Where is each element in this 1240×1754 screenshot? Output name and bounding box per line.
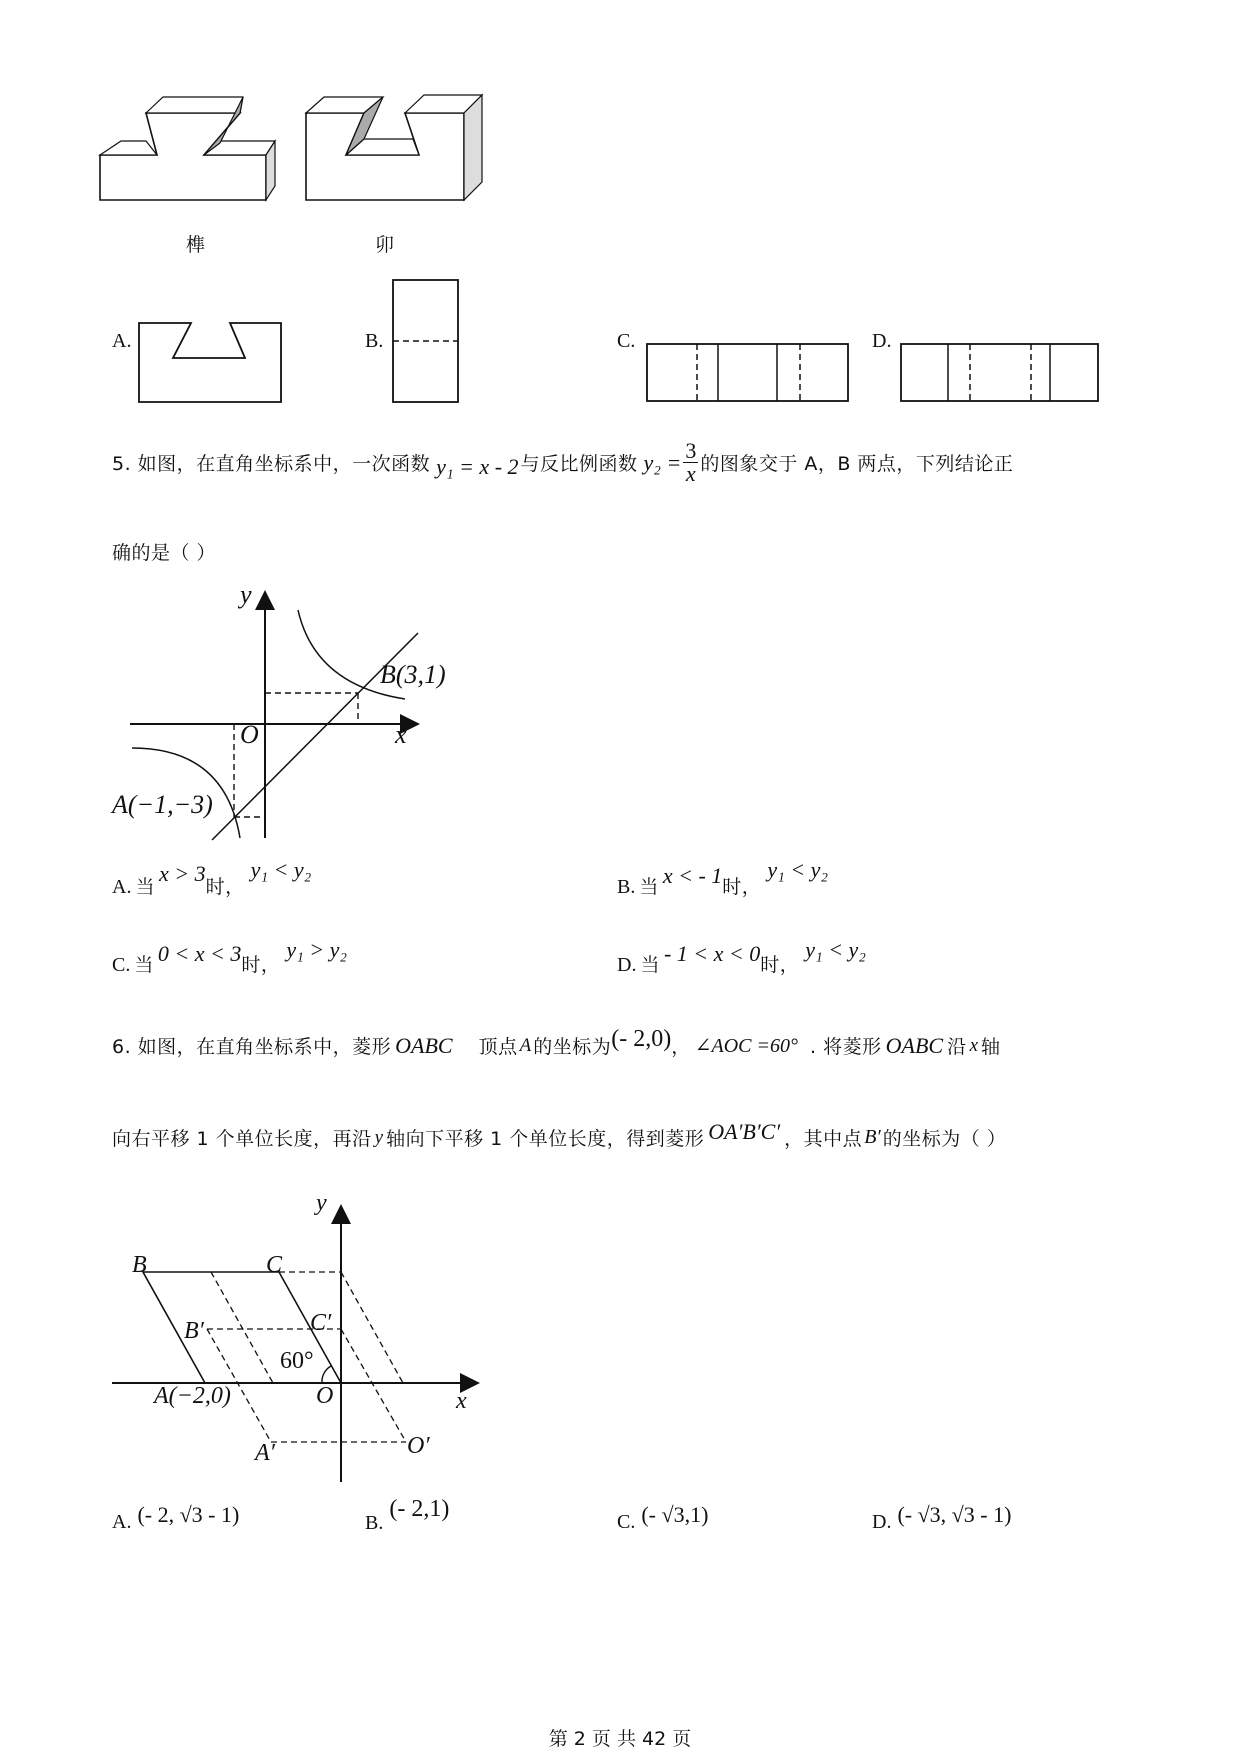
q6-option-c-value: (- √3,1) [641,1502,709,1527]
q5-graph-x-label: x [395,720,407,749]
q4-option-d-figure [900,343,1100,403]
q6-graph-a-prime-label: A′ [255,1440,275,1466]
q6-text-6: 轴 [981,1036,1001,1058]
q6-a-coord: (- 2,0) [611,1026,672,1052]
q6-option-d-label: D. [872,1511,892,1533]
q6-rhombus-name: OABC [395,1032,453,1058]
q5-stem-line2: 确的是（ ） [112,542,217,564]
q6-graph-b-prime-label: B′ [184,1318,204,1344]
page-footer: 第 2 页 共 42 页 [548,1728,692,1750]
q6-text-2: 顶点 [478,1036,518,1058]
q5-option-a-condition: x > 3 [158,861,206,886]
q6-stem-line1 [112,1026,1001,1059]
q6-b-prime: B′ [864,1126,881,1148]
q6-stem-line2 [112,1118,1007,1151]
q5-option-c-shi: 时， [241,954,281,976]
q5-option-b-label: B. [617,876,636,898]
q6-text-4: . 将菱形 [810,1036,882,1058]
q6-option-a-value: (- 2, √3 - 1) [137,1502,240,1527]
q5-option-b-shi: 时， [722,876,762,898]
q5-stem-line1 [112,440,1013,485]
q6-graph-o-label: O [316,1383,334,1409]
q6-text-8: 轴向下平移 1 个单位长度，得到菱形 [386,1128,705,1150]
q6-graph-b-label: B [132,1252,147,1278]
q4-option-c-figure [646,343,850,403]
q5-option-c-label: C. [112,954,131,976]
q6-option-b-value: (- 2,1) [389,1496,450,1522]
q6-option-b-label: B. [365,1512,384,1534]
q4-option-c-label[interactable]: C. [617,330,636,352]
q6-option-d[interactable] [872,1502,1012,1534]
q5-option-c-when: 当 [134,954,154,976]
q5-option-d-condition: - 1 < x < 0 [663,941,761,966]
q6-angle: ∠AOC =60° [694,1035,799,1057]
q5-fraction-numerator: 3 [685,438,697,463]
q5-suffix: 的图象交于 A，B 两点，下列结论正 [700,453,1014,475]
q6-graph-a-label: A(−2,0) [154,1383,231,1409]
q4-option-a-figure [138,322,283,404]
mortise-figure [306,100,486,205]
q5-option-a-result: y₁ < y₂ [250,857,312,882]
mortise-label: 卯 [375,234,395,256]
q6-option-c-label: C. [617,1511,636,1533]
q6-text-5: 沿 [947,1036,967,1058]
q6-x-var: x [969,1034,979,1056]
q6-option-a-label: A. [112,1511,132,1533]
q5-inverse-fraction [683,440,698,485]
q6-comma: ， [671,1036,691,1058]
q6-graph-y-label: y [316,1190,327,1216]
q6-graph-angle-label: 60° [280,1348,314,1374]
q6-point-a: A [519,1034,532,1056]
q6-graph-o-prime-label: O′ [407,1433,430,1459]
q5-linear-eq: y₁ = x - 2 [436,453,519,479]
q6-rhombus-name-2: OABC [885,1032,944,1058]
q6-y-var: y [374,1126,384,1148]
q5-inverse-eq-lhs: y₂ = [643,449,682,475]
q5-point-a-label: A(−1,−3) [112,790,213,819]
q5-point-b-label [380,660,446,690]
q5-option-d-shi: 时， [760,954,800,976]
q6-option-b[interactable] [365,1496,450,1535]
q6-graph-x-label: x [456,1388,467,1414]
q6-option-d-value: (- √3, √3 - 1) [897,1502,1012,1527]
q6-new-rhombus-name: OA′B′C′ [708,1118,781,1144]
q5-option-c-condition: 0 < x < 3 [157,941,242,966]
q5-option-a[interactable] [112,857,312,899]
q5-option-a-when: 当 [135,876,155,898]
q6-text-10: 的坐标为（ ） [882,1128,1007,1150]
q5-option-a-shi: 时， [205,876,245,898]
q5-option-b[interactable] [617,857,828,899]
q6-graph-c-label: C [266,1252,283,1278]
q5-option-b-when: 当 [639,876,659,898]
q5-option-b-condition: x < - 1 [662,863,723,888]
q6-text-9: ，其中点 [784,1128,863,1150]
q5-option-d-label: D. [617,954,637,976]
q5-graph-origin-label: O [240,720,259,749]
q5-option-c[interactable] [112,937,348,977]
q6-text-1: 6. 如图，在直角坐标系中，菱形 [112,1036,392,1058]
q5-option-d[interactable] [617,937,866,977]
q5-graph-y-label: y [240,580,252,609]
q6-text-3: 的坐标为 [533,1036,612,1058]
q5-prefix: 5. 如图，在直角坐标系中，一次函数 [112,453,431,475]
tenon-figure [100,100,270,205]
q6-text-7: 向右平移 1 个单位长度，再沿 [112,1128,372,1150]
tenon-label: 榫 [186,234,206,256]
q5-option-d-when: 当 [640,954,660,976]
q5-option-d-result: y₁ < y₂ [805,937,866,962]
q4-option-b-label[interactable]: B. [365,330,384,352]
q4-option-d-label[interactable]: D. [872,330,892,352]
q5-option-a-label: A. [112,876,132,898]
q5-point-b-text: B(3,1) [380,660,446,689]
q5-fraction-denominator: x [685,461,696,486]
q4-option-a-label[interactable]: A. [112,330,132,352]
q5-option-c-result: y₁ > y₂ [286,937,348,962]
q6-graph [100,1190,490,1490]
q6-graph-c-prime-label: C′ [310,1310,332,1336]
q5-middle: 与反比例函数 [520,453,638,475]
q4-option-b-figure [392,279,460,404]
q6-option-c[interactable] [617,1502,709,1534]
q5-option-b-result: y₁ < y₂ [767,857,828,882]
q6-option-a[interactable] [112,1502,240,1534]
